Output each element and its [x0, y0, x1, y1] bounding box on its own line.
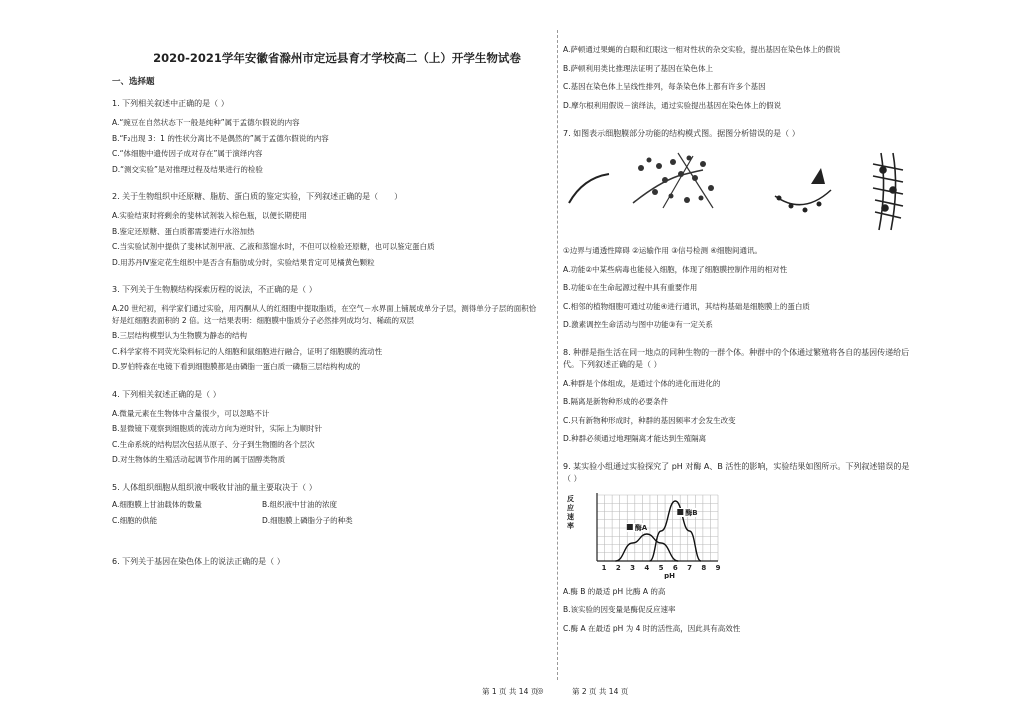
ph-chart-svg — [563, 489, 733, 579]
boundary-curve — [569, 174, 609, 203]
option-c: C.生命系统的结构层次包括从原子、分子到生物圈的各个层次 — [112, 439, 315, 449]
option-row-2 — [112, 515, 542, 526]
question-8 — [563, 347, 913, 445]
option-b: B.鉴定还原糖、蛋白质都需要进行水浴加热 — [112, 226, 255, 236]
option-d: D.摩尔根利用假说－演绎法，通过实验提出基因在染色体上的假说 — [563, 100, 782, 110]
option-d: D.“测交实验”是对推理过程及结果进行的检验 — [112, 164, 263, 174]
question-2 — [112, 191, 542, 268]
series-line-enzyme-a — [616, 534, 679, 561]
option-c: C.基因在染色体上呈线性排列，每条染色体上都有许多个基因 — [563, 82, 766, 91]
series-label: 酶A — [634, 523, 648, 532]
x-tick-label: 2 — [615, 563, 621, 572]
question-5 — [112, 482, 542, 526]
option-b: B.隔离是新物种形成的必要条件 — [563, 397, 669, 406]
x-tick-label: 6 — [672, 563, 678, 572]
option-a: A.萨顿通过果蝇的白眼和红眼这一相对性状的杂交实验，提出基因在染色体上的假说 — [563, 45, 841, 54]
x-tick-label: 8 — [701, 563, 707, 572]
option-c: C.细胞的供能 — [112, 515, 158, 525]
question-stem: 5. 人体组织细胞从组织液中吸收甘油的量主要取决于（ ） — [112, 482, 317, 492]
option-a: A.实验结束时将剩余的斐林试剂装入棕色瓶，以便长期使用 — [112, 211, 307, 220]
question-stem: 9. 某实验小组通过实验探究了 pH 对酶 A、B 活性的影响，实验结果如图所示。下列叙述错误的是（ ） — [563, 461, 910, 483]
question-6-options — [563, 44, 913, 111]
question-stem: 8. 种群是指生活在同一地点的同种生物的一群个体。种群中的个体通过繁殖将各自的基因传递给后代。下列叙述正确的是（ ） — [563, 347, 910, 369]
x-tick-label: 1 — [601, 563, 607, 572]
option-a: A.酶 B 的最适 pH 比酶 A 的高 — [563, 586, 666, 596]
x-tick-label: 5 — [658, 563, 664, 572]
option-d: D.种群必须通过地理隔离才能达到生殖隔离 — [563, 434, 707, 443]
option-b: B.“F₂出现 3：1 的性状分离比不是偶然的”属于孟德尔假说的内容 — [112, 133, 329, 143]
right-column — [563, 44, 913, 634]
transport-figure — [633, 153, 714, 208]
option-c: C.当实验试剂中提供了斐林试剂甲液、乙液和蒸馏水时，不但可以检验还原糖，也可以鉴定蛋白质 — [112, 242, 435, 251]
option-d: D.对生物体的生殖活动起调节作用的属于固醇类物质 — [112, 455, 286, 464]
option-a: A.微量元素在生物体中含量很少，可以忽略不计 — [112, 408, 270, 418]
option-b: B.显微镜下观察到细胞质的流动方向为逆时针，实际上为顺时针 — [112, 424, 323, 433]
y-axis-label: 反应速率 — [567, 494, 574, 530]
question-7 — [563, 128, 913, 331]
question-9 — [563, 461, 913, 635]
question-1 — [112, 98, 542, 175]
footer-page-left: 第 1 页 共 14 页 — [482, 687, 539, 696]
x-tick-label: 7 — [687, 563, 692, 572]
footer-separator: ◎ — [537, 686, 544, 695]
option-b: B.三层结构模型认为生物膜为静态的结构 — [112, 331, 248, 340]
membrane-function-diagram — [563, 148, 913, 238]
series-label-marker — [627, 524, 633, 530]
x-axis-label: pH — [664, 571, 676, 579]
question-6 — [112, 556, 542, 568]
option-b: B.功能①在生命起源过程中具有重要作用 — [563, 283, 698, 292]
option-c: C.相邻的植物细胞可通过功能④进行通讯，其结构基础是细胞膜上的蛋白质 — [563, 301, 810, 311]
question-stem: 1. 下列相关叙述中正确的是（ ） — [112, 99, 229, 108]
option-a: A.功能②中某些病毒也能侵入细胞，体现了细胞膜控制作用的相对性 — [563, 264, 788, 274]
option-d: D.用苏丹Ⅳ鉴定花生组织中是否含有脂肪成分时，实验结果肯定可见橘黄色颗粒 — [112, 257, 375, 267]
question-stem: 3. 下列关于生物膜结构探索历程的说法，不正确的是（ ） — [112, 285, 317, 294]
signal-figure — [775, 168, 831, 213]
series-label-marker — [677, 509, 683, 515]
function-list: ①边界与通透性障碍 ②运输作用 ③信号检测 ④细胞间通讯。 — [563, 246, 763, 255]
x-tick-label: 3 — [630, 563, 636, 572]
question-3 — [112, 284, 542, 373]
question-stem: 2. 关于生物组织中还原糖、脂肪、蛋白质的鉴定实验，下列叙述正确的是（ ） — [112, 192, 403, 201]
option-a: A.种群是个体组成，是通过个体的进化而进化的 — [563, 378, 721, 388]
x-tick-label: 4 — [644, 563, 650, 572]
membrane-diagram-svg — [563, 148, 913, 238]
option-a: A.“豌豆在自然状态下一般是纯种”属于孟德尔假说的内容 — [112, 118, 300, 127]
left-column — [112, 50, 542, 568]
x-tick-label: 9 — [715, 563, 721, 572]
question-4 — [112, 389, 542, 466]
option-c: C.酶 A 在最适 pH 为 4 时的活性高，因此具有高效性 — [563, 623, 741, 633]
footer-page-right: 第 2 页 共 14 页 — [572, 687, 629, 696]
option-d: D.细胞膜上磷脂分子的种类 — [262, 515, 353, 525]
question-stem: 4. 下列相关叙述正确的是（ ） — [112, 389, 221, 399]
option-a: A.细胞膜上甘油载体的数量 — [112, 499, 202, 509]
option-d: D.激素调控生命活动与图中功能③有一定关系 — [563, 320, 713, 329]
question-stem: 7. 如图表示细胞膜部分功能的结构模式图。据图分析错误的是（ ） — [563, 129, 800, 138]
option-b: B.组织液中甘油的浓度 — [262, 499, 338, 509]
option-c: C.“体细胞中遗传因子成对存在”属于演绎内容 — [112, 149, 263, 158]
option-row-1 — [112, 499, 542, 510]
option-c: C.科学家将不同荧光染料标记的人细胞和鼠细胞进行融合，证明了细胞膜的流动性 — [112, 346, 383, 356]
exam-title: 2020-2021学年安徽省滁州市定远县育才学校高二（上）开学生物试卷 — [153, 51, 521, 65]
option-b: B.该实验的因变量是酶促反应速率 — [563, 605, 676, 614]
series-label: 酶B — [685, 508, 698, 517]
page-divider — [557, 30, 558, 680]
ph-enzyme-chart — [563, 489, 733, 579]
option-a: A.20 世纪初，科学家们通过实验，用丙酮从人的红细胞中提取脂质，在空气－水界面上铺展成单分子层，测得单分子层的面积恰好是红细胞表面积的 2 倍。这一结果表明：细胞膜中脂质分子必然排列成均匀、稀疏的双层 — [112, 304, 537, 325]
option-b: B.萨顿利用类比推理法证明了基因在染色体上 — [563, 63, 714, 73]
communication-figure — [873, 153, 903, 230]
question-stem: 6. 下列关于基因在染色体上的说法正确的是（ ） — [112, 556, 285, 566]
option-d: D.罗伯特森在电镜下看到细胞膜都是由磷脂一蛋白质一磷脂三层结构构成的 — [112, 362, 361, 371]
option-c: C.只有新物种形成时，种群的基因频率才会发生改变 — [563, 415, 736, 425]
section-heading: 一、选择题 — [112, 77, 155, 87]
